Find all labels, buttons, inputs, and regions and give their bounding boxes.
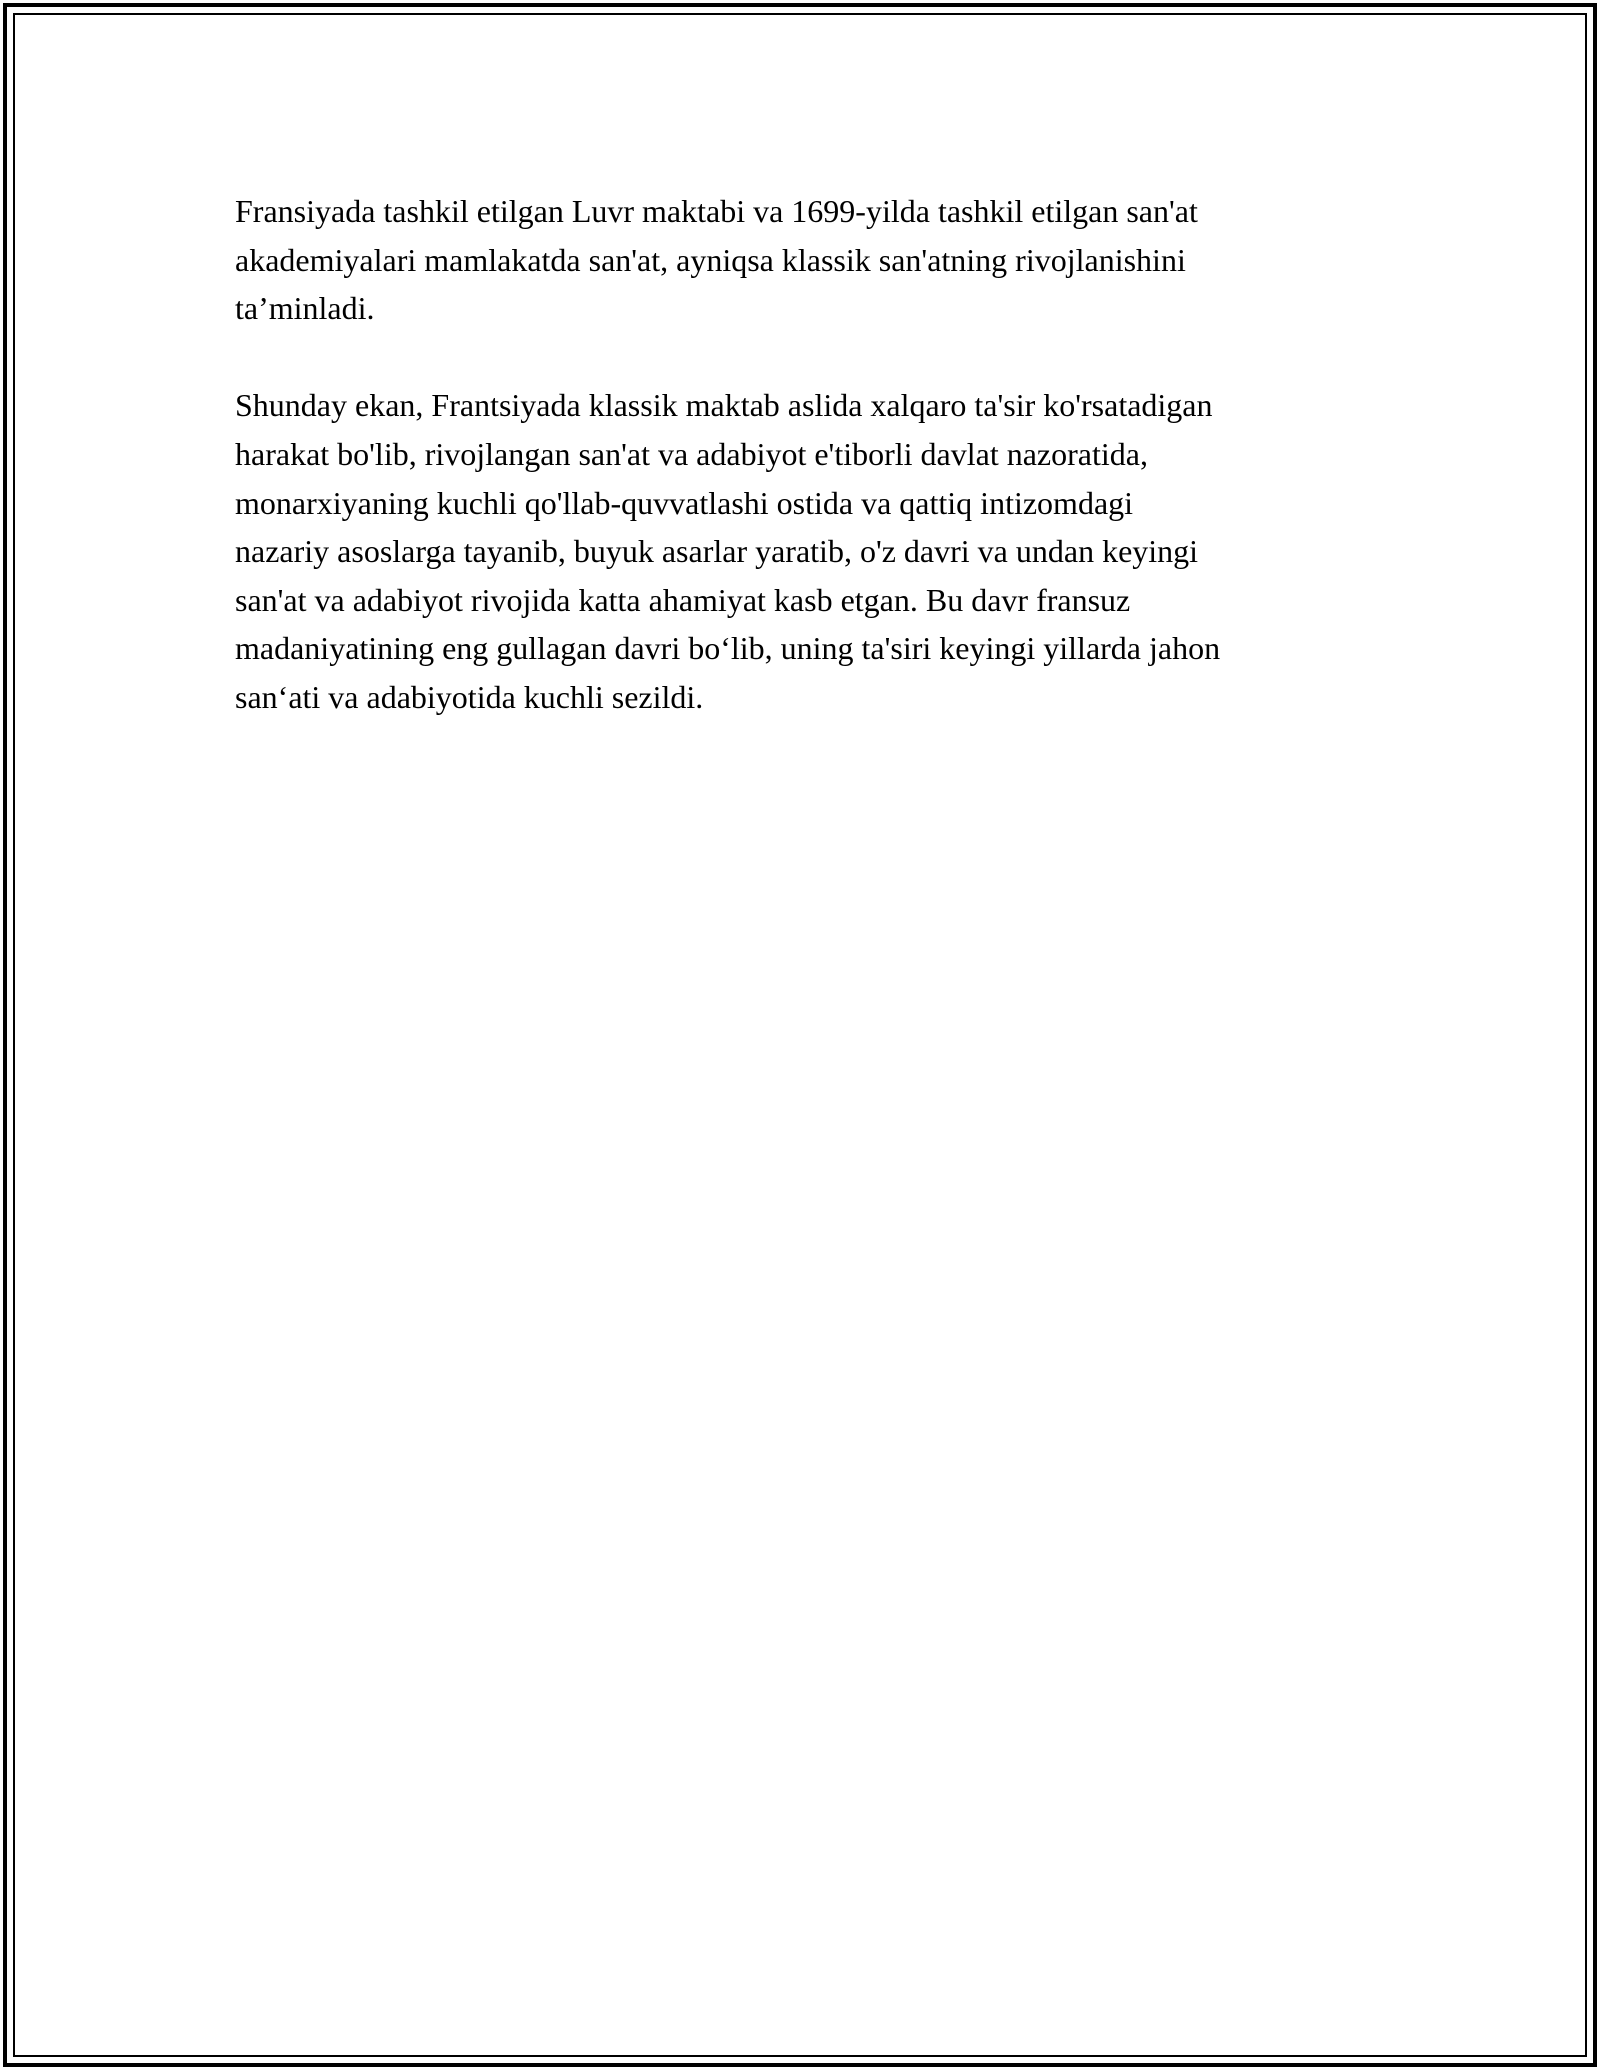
paragraph-louvre-school: Fransiyada tashkil etilgan Luvr maktabi va 1699-yilda tashkil etilgan san'at akademiyalari mamlakatda san'at, ayniqsa klassik san'atning rivojlanishini ta’minladi. [235,193,1198,327]
paragraph-classical-school: Shunday ekan, Frantsiyada klassik maktab aslida xalqaro ta'sir ko'rsatadigan harakat bo'lib, rivojlangan san'at va adabiyot e'tiborli davlat nazoratida, monarxiyaning kuchli qo'llab-quvvatlashi ostida va qattiq intizomdagi nazariy asoslarga tayanib, buyuk asarlar yaratib, o'z davri va undan keyingi san'at va adabiyot rivojida katta ahamiyat kasb etgan. Bu davr fransuz madaniyatining eng gullagan davri bo‘lib, uning ta'siri keyingi yillarda jahon san‘ati va adabiyotida kuchli sezildi. [235,387,1221,715]
document-body [235,187,1385,722]
